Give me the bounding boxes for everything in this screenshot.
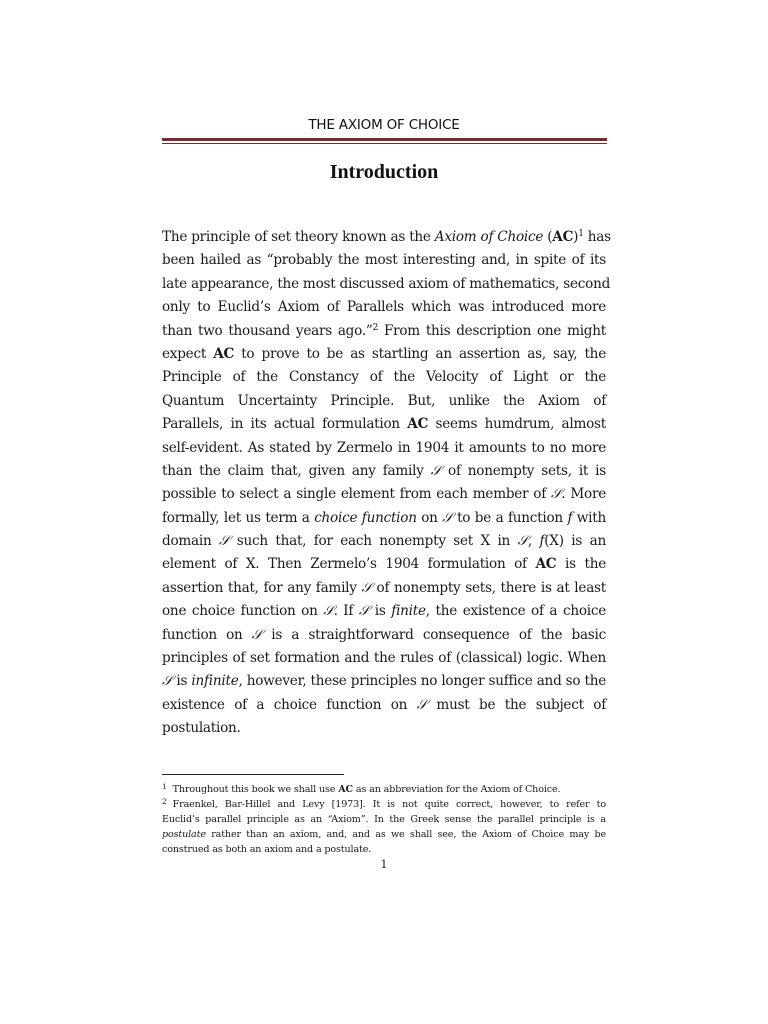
footnote-2-line: construed as both an axiom and a postulate. (162, 844, 372, 855)
script-s-symbol: 𝒮 (251, 626, 263, 643)
footnotes (162, 782, 606, 857)
script-s-symbol: 𝒮 (442, 509, 453, 526)
footnote-2-line: Euclid’s parallel principle as an “Axiom”. In the Greek sense the parallel principle is a (162, 814, 606, 825)
body-line: assertion that, for any family 𝒮 of nonempty sets, there is at least (162, 579, 606, 596)
script-s-symbol: 𝒮 (551, 486, 562, 503)
body-line: than the claim that, given any family 𝒮 of nonempty sets, it is (162, 462, 606, 479)
body-line: Parallels, in its actual formulation AC seems humdrum, almost (162, 416, 606, 433)
body-line: Quantum Uncertainty Principle. But, unlike the Axiom of (162, 392, 606, 409)
script-s-symbol: 𝒮 (323, 603, 334, 620)
footnote-2: $^2$ Fraenkel, Bar-Hillel and Levy [1973]. It is not quite correct, however, to refer to (162, 797, 606, 810)
footnote-separator (162, 774, 344, 775)
header-rule-thick (162, 138, 607, 141)
script-s-symbol: 𝒮 (517, 533, 528, 550)
body-line: than two thousand years ago.”$^2$ From this description one might (162, 322, 606, 339)
script-s-symbol: 𝒮 (416, 696, 427, 713)
body-line: late appearance, the most discussed axiom of mathematics, second (162, 275, 611, 292)
body-line: domain 𝒮 such that, for each nonempty set X in 𝒮, f(X) is an (162, 533, 606, 550)
body-line: The principle of set theory known as the Axiom of Choice (AC)$^1$ has (162, 229, 611, 245)
script-s-symbol: 𝒮 (430, 462, 441, 479)
script-s-symbol: 𝒮 (162, 673, 173, 690)
script-s-symbol: 𝒮 (358, 603, 370, 620)
footnote-ref-1: 1 (578, 229, 584, 239)
body-line: postulation. (162, 720, 241, 737)
body-line: only to Euclid’s Axiom of Parallels which was introduced more (162, 299, 606, 316)
body-paragraph (162, 226, 611, 741)
body-line: element of X. Then Zermelo’s 1904 formulation of AC is the (162, 556, 606, 573)
script-s-symbol: 𝒮 (219, 533, 230, 550)
page-number: 1 (380, 858, 388, 871)
body-line: principles of set formation and the rules of (classical) logic. When (162, 650, 606, 667)
chapter-title: Introduction (329, 161, 439, 183)
footnote-2-line: postulate rather than an axiom, and, and as we shall see, the Axiom of Choice may be (162, 829, 606, 840)
body-line: 𝒮 is infinite, however, these principles no longer suffice and so the (162, 673, 606, 690)
body-line: been hailed as “probably the most interesting and, in spite of its (162, 252, 606, 269)
body-line: Principle of the Constancy of the Velocity of Light or the (162, 369, 606, 386)
footnote-ref-2: 2 (372, 322, 379, 333)
body-line: existence of a choice function on 𝒮 must be the subject of (162, 696, 606, 713)
body-line: expect AC to prove to be as startling an assertion as, say, the (162, 345, 606, 362)
body-line: possible to select a single element from each member of 𝒮. More (162, 486, 606, 503)
running-head: THE AXIOM OF CHOICE (308, 117, 460, 133)
body-line: self-evident. As stated by Zermelo in 1904 it amounts to no more (162, 439, 606, 456)
script-s-symbol: 𝒮 (361, 579, 372, 596)
body-line: one choice function on 𝒮. If 𝒮 is finite, the existence of a choice (162, 603, 607, 620)
body-line: function on 𝒮 is a straightforward consequence of the basic (162, 626, 606, 643)
header-rule-thin (162, 143, 607, 144)
body-line: formally, let us term a choice function on 𝒮 to be a function f with (162, 509, 606, 526)
footnote-1: $^1$ Throughout this book we shall use AC as an abbreviation for the Axiom of Choice. (162, 782, 561, 795)
